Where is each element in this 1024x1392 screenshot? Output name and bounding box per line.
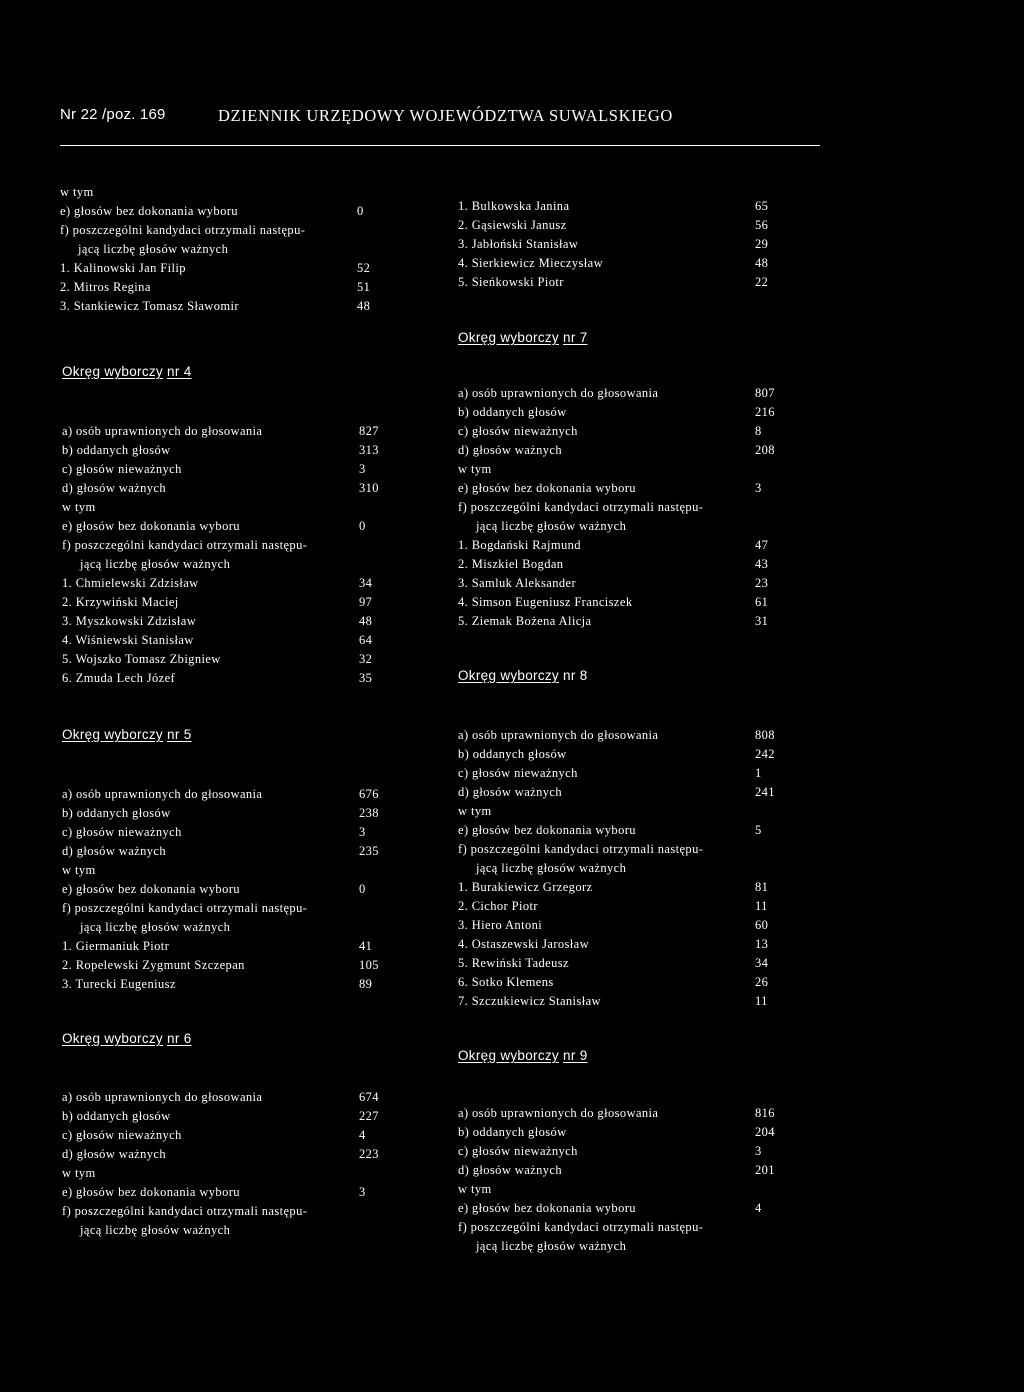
line-label: c) głosów nieważnych [458, 1144, 578, 1158]
line-value: 808 [755, 728, 775, 742]
line-label: 1. Kalinowski Jan Filip [60, 261, 186, 275]
line-value: 241 [755, 785, 775, 799]
result-line [458, 897, 788, 916]
line-value: 3 [755, 1144, 762, 1158]
result-line [458, 954, 788, 973]
line-label: a) osób uprawnionych do głosowania [458, 728, 659, 742]
line-value: 41 [359, 939, 373, 953]
line-label: 2. Gąsiewski Janusz [458, 218, 567, 232]
line-label: 5. Rewiński Tadeusz [458, 956, 569, 970]
line-label: e) głosów bez dokonania wyboru [458, 481, 636, 495]
line-label: 1. Giermaniuk Piotr [62, 939, 170, 953]
line-value: 8 [755, 424, 762, 438]
result-line [62, 842, 392, 861]
line-label: f) poszczególni kandydaci otrzymali następu- [60, 223, 306, 237]
result-line [458, 1237, 788, 1256]
result-line [458, 422, 788, 441]
result-line [458, 1161, 788, 1180]
line-value: 48 [755, 256, 769, 270]
line-value: 0 [359, 519, 366, 533]
result-line [458, 726, 788, 745]
line-label: 3. Myszkowski Zdzisław [62, 614, 197, 628]
line-value: 235 [359, 844, 379, 858]
result-line [62, 880, 392, 899]
line-label: jącą liczbę głosów ważnych [476, 1239, 627, 1253]
result-line [62, 498, 392, 517]
line-label: d) głosów ważnych [62, 1147, 166, 1161]
line-label: w tym [62, 863, 96, 877]
result-line [458, 555, 788, 574]
line-label: e) głosów bez dokonania wyboru [458, 823, 636, 837]
result-line [62, 1107, 392, 1126]
line-label: w tym [60, 185, 94, 199]
line-value: 238 [359, 806, 379, 820]
line-value: 313 [359, 443, 379, 457]
line-label: jącą liczbę głosów ważnych [476, 861, 627, 875]
line-label: jącą liczbę głosów ważnych [80, 557, 231, 571]
result-line [62, 861, 392, 880]
result-line [458, 612, 788, 631]
line-label: 4. Sierkiewicz Mieczysław [458, 256, 604, 270]
line-label: 5. Wojszko Tomasz Zbigniew [62, 652, 221, 666]
result-line [458, 916, 788, 935]
line-label: b) oddanych głosów [62, 806, 171, 820]
line-label: b) oddanych głosów [458, 1125, 567, 1139]
line-label: 2. Ropelewski Zygmunt Szczepan [62, 958, 245, 972]
line-value: 22 [755, 275, 769, 289]
line-value: 3 [359, 825, 366, 839]
line-value: 35 [359, 671, 373, 685]
line-label: jącą liczbę głosów ważnych [476, 519, 627, 533]
result-line [458, 745, 788, 764]
result-line [458, 1180, 788, 1199]
line-value: 674 [359, 1090, 379, 1104]
result-line [458, 764, 788, 783]
line-label: d) głosów ważnych [458, 1163, 562, 1177]
line-value: 51 [357, 280, 371, 294]
journal-title: DZIENNIK URZĘDOWY WOJEWÓDZTWA SUWALSKIEGO [218, 106, 673, 125]
result-line [62, 956, 392, 975]
line-label: d) głosów ważnych [62, 481, 166, 495]
line-value: 223 [359, 1147, 379, 1161]
line-label: w tym [458, 1182, 492, 1196]
result-line [458, 1218, 788, 1237]
line-label: jącą liczbę głosów ważnych [78, 242, 229, 256]
result-line [62, 918, 392, 937]
line-label: f) poszczególni kandydaci otrzymali następu- [62, 901, 308, 915]
result-line [458, 1123, 788, 1142]
line-label: a) osób uprawnionych do głosowania [458, 1106, 659, 1120]
result-line [458, 384, 788, 403]
line-value: 13 [755, 937, 769, 951]
line-label: d) głosów ważnych [62, 844, 166, 858]
line-value: 208 [755, 443, 775, 457]
line-label: e) głosów bez dokonania wyboru [62, 882, 240, 896]
line-label: c) głosów nieważnych [458, 766, 578, 780]
line-value: 11 [755, 899, 768, 913]
line-value: 47 [755, 538, 769, 552]
result-line [458, 197, 788, 216]
line-label: 5. Sieńkowski Piotr [458, 275, 564, 289]
line-label: f) poszczególni kandydaci otrzymali następu- [62, 1204, 308, 1218]
line-label: f) poszczególni kandydaci otrzymali następu- [458, 1220, 704, 1234]
line-value: 81 [755, 880, 769, 894]
district-5-results [62, 785, 392, 994]
result-line [62, 650, 392, 669]
result-line [62, 574, 392, 593]
result-line [62, 823, 392, 842]
line-value: 827 [359, 424, 379, 438]
result-line [62, 669, 392, 688]
line-value: 34 [755, 956, 769, 970]
result-line [62, 1202, 392, 1221]
result-line [458, 235, 788, 254]
line-label: 1. Chmielewski Zdzisław [62, 576, 199, 590]
result-line [62, 593, 392, 612]
line-label: w tym [458, 804, 492, 818]
result-line [60, 240, 390, 259]
district-5-title: Okręg wyborczy nr 5 [62, 727, 192, 742]
result-line [458, 536, 788, 555]
line-label: e) głosów bez dokonania wyboru [62, 1185, 240, 1199]
line-label: a) osób uprawnionych do głosowania [62, 424, 263, 438]
result-line [458, 517, 788, 536]
result-line [458, 802, 788, 821]
result-line [62, 1126, 392, 1145]
line-value: 5 [755, 823, 762, 837]
result-line [62, 517, 392, 536]
line-label: 4. Ostaszewski Jarosław [458, 937, 590, 951]
district-7-results [458, 384, 788, 631]
line-label: f) poszczególni kandydaci otrzymali następu- [62, 538, 308, 552]
result-line [62, 1145, 392, 1164]
line-value: 31 [755, 614, 769, 628]
line-label: e) głosów bez dokonania wyboru [60, 204, 238, 218]
line-value: 64 [359, 633, 373, 647]
page-header [60, 106, 960, 130]
district-9-title: Okręg wyborczy nr 9 [458, 1048, 588, 1063]
result-line [62, 1088, 392, 1107]
line-value: 48 [359, 614, 373, 628]
result-line [458, 1104, 788, 1123]
line-value: 204 [755, 1125, 775, 1139]
result-line [458, 216, 788, 235]
line-value: 43 [755, 557, 769, 571]
line-label: e) głosów bez dokonania wyboru [458, 1201, 636, 1215]
line-value: 1 [755, 766, 762, 780]
district-9-results [458, 1104, 788, 1256]
result-line [458, 973, 788, 992]
result-line [62, 1183, 392, 1202]
result-line [62, 975, 392, 994]
line-label: a) osób uprawnionych do głosowania [62, 787, 263, 801]
result-line [62, 785, 392, 804]
result-line [62, 631, 392, 650]
line-value: 52 [357, 261, 371, 275]
line-value: 26 [755, 975, 769, 989]
line-value: 310 [359, 481, 379, 495]
result-line [60, 183, 390, 202]
result-line [458, 593, 788, 612]
line-value: 0 [359, 882, 366, 896]
line-label: d) głosów ważnych [458, 443, 562, 457]
line-label: c) głosów nieważnych [458, 424, 578, 438]
result-line [62, 422, 392, 441]
line-value: 23 [755, 576, 769, 590]
line-label: c) głosów nieważnych [62, 462, 182, 476]
district-4-results [62, 422, 392, 688]
continuation-district-3 [60, 183, 390, 316]
line-value: 227 [359, 1109, 379, 1123]
line-label: w tym [62, 500, 96, 514]
line-label: 4. Simson Eugeniusz Franciszek [458, 595, 633, 609]
line-label: 3. Hiero Antoni [458, 918, 543, 932]
result-line [458, 783, 788, 802]
result-line [60, 221, 390, 240]
line-value: 34 [359, 576, 373, 590]
line-value: 3 [359, 462, 366, 476]
result-line [458, 479, 788, 498]
result-line [62, 441, 392, 460]
line-label: 6. Zmuda Lech Józef [62, 671, 176, 685]
continuation-district-6 [458, 197, 788, 292]
result-line [62, 536, 392, 555]
line-value: 11 [755, 994, 768, 1008]
line-label: b) oddanych głosów [62, 443, 171, 457]
district-6-results [62, 1088, 392, 1240]
result-line [60, 297, 390, 316]
result-line [458, 574, 788, 593]
district-8-title: Okręg wyborczy nr 8 [458, 668, 588, 683]
result-line [60, 259, 390, 278]
line-value: 56 [755, 218, 769, 232]
line-label: e) głosów bez dokonania wyboru [62, 519, 240, 533]
issue-number: Nr 22 /poz. 169 [60, 106, 166, 123]
line-value: 61 [755, 595, 769, 609]
line-value: 3 [755, 481, 762, 495]
district-4-title: Okręg wyborczy nr 4 [62, 364, 192, 379]
result-line [458, 1199, 788, 1218]
line-value: 242 [755, 747, 775, 761]
line-label: jącą liczbę głosów ważnych [80, 920, 231, 934]
line-label: a) osób uprawnionych do głosowania [62, 1090, 263, 1104]
result-line [458, 1142, 788, 1161]
header-rule [60, 145, 820, 146]
line-label: f) poszczególni kandydaci otrzymali następu- [458, 500, 704, 514]
result-line [458, 992, 788, 1011]
line-label: b) oddanych głosów [458, 405, 567, 419]
line-value: 0 [357, 204, 364, 218]
line-value: 807 [755, 386, 775, 400]
result-line [458, 935, 788, 954]
result-line [458, 859, 788, 878]
line-value: 48 [357, 299, 371, 313]
line-label: 3. Stankiewicz Tomasz Sławomir [60, 299, 239, 313]
result-line [458, 254, 788, 273]
line-label: 6. Sotko Klemens [458, 975, 554, 989]
line-value: 4 [755, 1201, 762, 1215]
line-label: 4. Wiśniewski Stanisław [62, 633, 194, 647]
result-line [62, 479, 392, 498]
result-line [458, 821, 788, 840]
line-label: 7. Szczukiewicz Stanisław [458, 994, 601, 1008]
line-label: 1. Bulkowska Janina [458, 199, 570, 213]
line-label: f) poszczególni kandydaci otrzymali następu- [458, 842, 704, 856]
line-label: b) oddanych głosów [62, 1109, 171, 1123]
line-value: 216 [755, 405, 775, 419]
line-label: 3. Samluk Aleksander [458, 576, 577, 590]
line-label: d) głosów ważnych [458, 785, 562, 799]
result-line [62, 937, 392, 956]
result-line [62, 460, 392, 479]
line-label: 5. Ziemak Bożena Alicja [458, 614, 592, 628]
line-label: 3. Turecki Eugeniusz [62, 977, 176, 991]
line-value: 676 [359, 787, 379, 801]
line-value: 60 [755, 918, 769, 932]
district-6-title: Okręg wyborczy nr 6 [62, 1031, 192, 1046]
line-label: 1. Burakiewicz Grzegorz [458, 880, 593, 894]
line-label: c) głosów nieważnych [62, 1128, 182, 1142]
result-line [62, 612, 392, 631]
line-label: 2. Miszkiel Bogdan [458, 557, 564, 571]
line-value: 32 [359, 652, 373, 666]
line-value: 201 [755, 1163, 775, 1177]
line-label: 2. Krzywiński Maciej [62, 595, 179, 609]
line-label: w tym [458, 462, 492, 476]
result-line [458, 878, 788, 897]
result-line [62, 899, 392, 918]
result-line [62, 804, 392, 823]
line-value: 65 [755, 199, 769, 213]
line-label: 1. Bogdański Rajmund [458, 538, 581, 552]
result-line [458, 498, 788, 517]
result-line [458, 403, 788, 422]
line-label: b) oddanych głosów [458, 747, 567, 761]
line-value: 4 [359, 1128, 366, 1142]
line-label: 2. Cichor Piotr [458, 899, 538, 913]
line-label: jącą liczbę głosów ważnych [80, 1223, 231, 1237]
line-label: w tym [62, 1166, 96, 1180]
line-value: 89 [359, 977, 373, 991]
result-line [60, 202, 390, 221]
line-label: 2. Mitros Regina [60, 280, 151, 294]
line-label: 3. Jabłoński Stanisław [458, 237, 579, 251]
line-value: 29 [755, 237, 769, 251]
result-line [62, 1164, 392, 1183]
line-value: 3 [359, 1185, 366, 1199]
district-7-title: Okręg wyborczy nr 7 [458, 330, 588, 345]
result-line [458, 273, 788, 292]
result-line [62, 555, 392, 574]
district-8-results [458, 726, 788, 1011]
line-label: a) osób uprawnionych do głosowania [458, 386, 659, 400]
line-value: 105 [359, 958, 379, 972]
result-line [458, 460, 788, 479]
result-line [458, 840, 788, 859]
result-line [458, 441, 788, 460]
line-label: c) głosów nieważnych [62, 825, 182, 839]
line-value: 97 [359, 595, 373, 609]
line-value: 816 [755, 1106, 775, 1120]
result-line [62, 1221, 392, 1240]
result-line [60, 278, 390, 297]
